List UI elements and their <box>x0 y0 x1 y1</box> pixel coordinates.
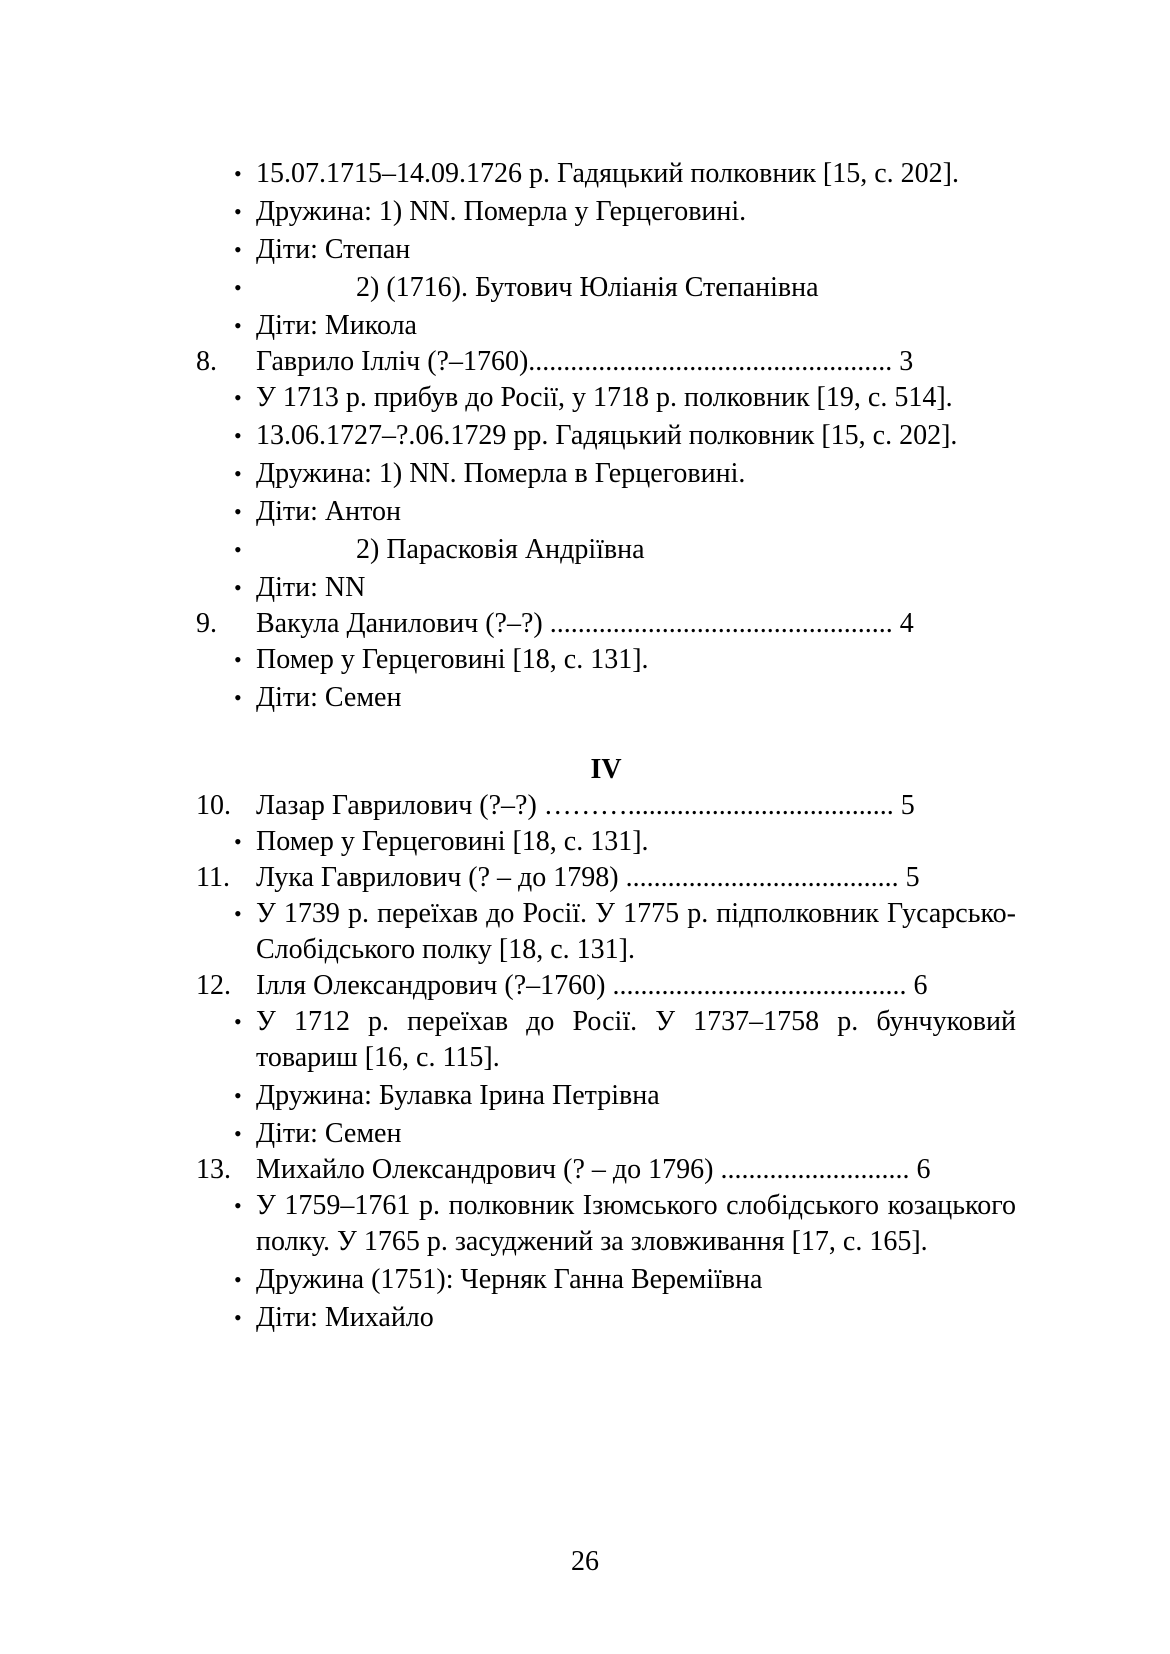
bullet-icon: • <box>234 537 242 562</box>
list-item: • Помер у Герцеговині [18, с. 131]. <box>196 824 1016 860</box>
list-item: • Дружина: 1) NN. Померла у Герцеговині. <box>196 194 1016 230</box>
list-item: • У 1739 р. переїхав до Росії. У 1775 р. підполковник Гусарсько-Слобідського полку [18, с. 131]. <box>234 898 1016 965</box>
entry-number: 9. <box>196 608 217 639</box>
bullet-icon: • <box>234 1083 242 1108</box>
section-heading: IV <box>590 754 622 785</box>
list-item: • 2) (1716). Бутович Юліанія Степанівна <box>196 270 1016 306</box>
page-number: 26 <box>571 1546 599 1577</box>
entry-heading: Лука Гаврилович (? – до 1798) ....................................... 5 <box>256 862 920 893</box>
bullet-icon: • <box>234 313 242 338</box>
list-item: • Помер у Герцеговині [18, с. 131]. <box>196 642 1016 678</box>
bullet-icon: • <box>234 275 242 300</box>
genealogy-entry <box>196 860 1016 896</box>
bullet-icon: • <box>234 647 242 672</box>
bullet-icon: • <box>234 1009 242 1034</box>
bullet-icon: • <box>234 423 242 448</box>
list-item: • У 1759–1761 р. полковник Ізюмського слобідського козацького полку. У 1765 р. засуджений за зловживання [17, с. 165]. <box>234 1190 1016 1257</box>
list-item: • Діти: Михайло <box>196 1300 1016 1336</box>
genealogy-entry <box>196 606 1016 642</box>
bullet-icon: • <box>234 575 242 600</box>
bullet-icon: • <box>234 901 242 926</box>
bullet-icon: • <box>234 1193 242 1218</box>
list-item: • Діти: Микола <box>196 308 1016 344</box>
entry-heading: Гаврило Ілліч (?–1760).................................................... 3 <box>256 346 914 377</box>
bullet-icon: • <box>234 1121 242 1146</box>
list-item: • Діти: Антон <box>196 494 1016 530</box>
list-item: • Діти: NN <box>196 570 1016 606</box>
genealogy-entry <box>196 344 1016 380</box>
genealogy-entry <box>196 788 1016 824</box>
bullet-icon: • <box>234 161 242 186</box>
genealogy-entry <box>196 1152 1016 1188</box>
entry-heading: Лазар Гаврилович (?–?) ………...................................... 5 <box>256 790 915 821</box>
list-item: • Діти: Семен <box>196 1116 1016 1152</box>
entry-heading: Вакула Данилович (?–?) ................................................. 4 <box>256 608 914 639</box>
list-item: • Дружина: 1) NN. Померла в Герцеговині. <box>196 456 1016 492</box>
entry-heading: Ілля Олександрович (?–1760) .......................................... 6 <box>256 970 928 1001</box>
entry-number: 8. <box>196 346 217 377</box>
bullet-icon: • <box>234 461 242 486</box>
entry-number: 11. <box>196 862 230 893</box>
entry-number: 12. <box>196 970 231 1001</box>
bullet-icon: • <box>234 829 242 854</box>
list-item: • 2) Парасковія Андріївна <box>196 532 1016 568</box>
bullet-icon: • <box>234 385 242 410</box>
bullet-icon: • <box>234 685 242 710</box>
list-item: • 15.07.1715–14.09.1726 р. Гадяцький полковник [15, с. 202]. <box>196 156 1016 192</box>
bullet-icon: • <box>234 237 242 262</box>
list-item: • У 1712 р. переїхав до Росії. У 1737–1758 р. бунчуковий товариш [16, с. 115]. <box>234 1006 1016 1073</box>
list-item: • Дружина: Булавка Ірина Петрівна <box>196 1078 1016 1114</box>
list-item: • 13.06.1727–?.06.1729 рр. Гадяцький полковник [15, с. 202]. <box>196 418 1016 454</box>
page-content <box>196 156 1016 1336</box>
list-item: • Дружина (1751): Черняк Ганна Вереміївна <box>196 1262 1016 1298</box>
list-item: • У 1713 р. прибув до Росії, у 1718 р. полковник [19, с. 514]. <box>196 380 1016 416</box>
entry-number: 13. <box>196 1154 231 1185</box>
bullet-icon: • <box>234 499 242 524</box>
entry-number: 10. <box>196 790 231 821</box>
bullet-icon: • <box>234 1267 242 1292</box>
bullet-icon: • <box>234 1305 242 1330</box>
list-item: • Діти: Семен <box>196 680 1016 716</box>
bullet-icon: • <box>234 199 242 224</box>
genealogy-entry <box>196 968 1016 1004</box>
list-item: • Діти: Степан <box>196 232 1016 268</box>
entry-heading: Михайло Олександрович (? – до 1796) ........................... 6 <box>256 1154 931 1185</box>
